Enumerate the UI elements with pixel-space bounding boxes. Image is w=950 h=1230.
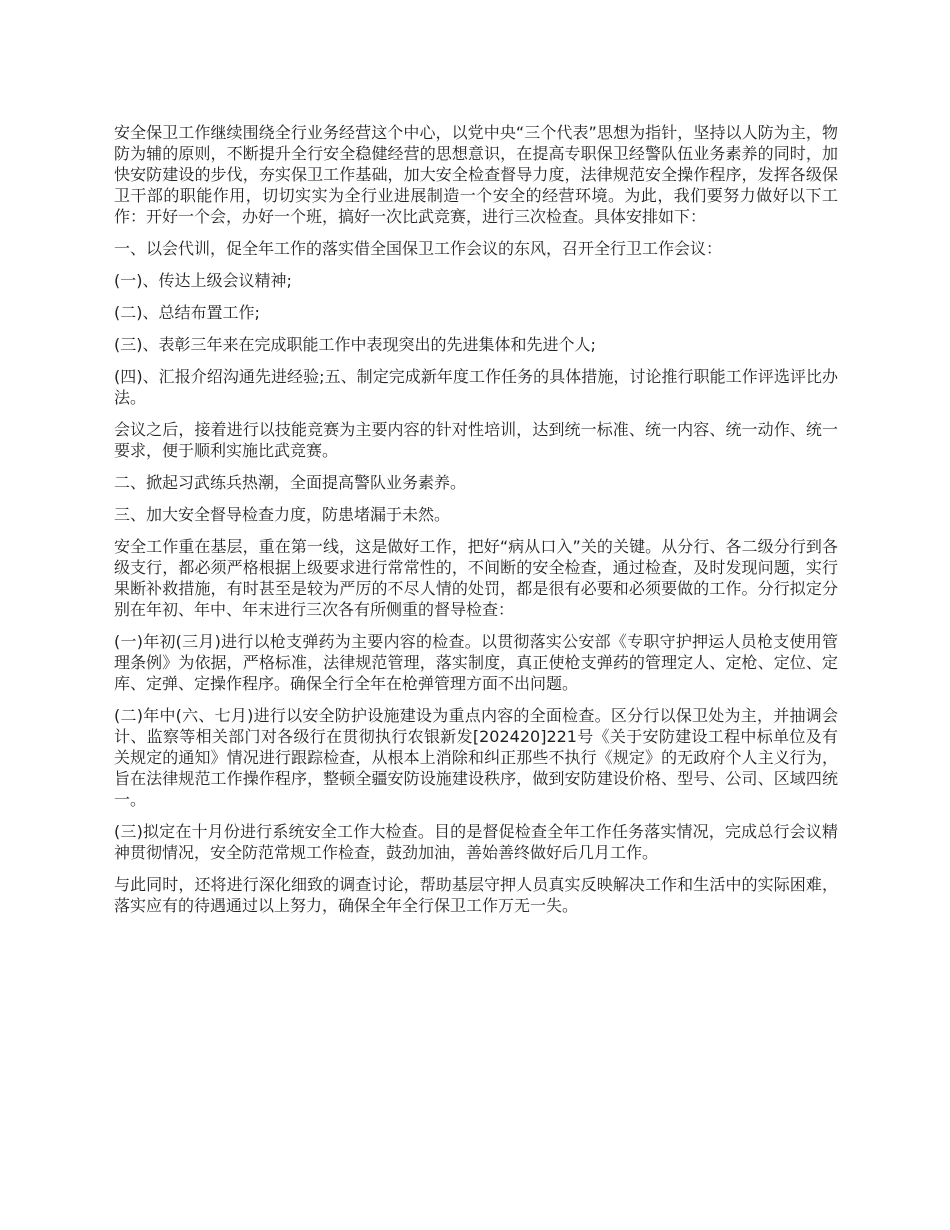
paragraph-section-2: 二、掀起习武练兵热潮，全面提高警队业务素养。 <box>114 473 467 492</box>
paragraph-section-3: 三、加大安全督导检查力度，防患堵漏于未然。 <box>114 505 451 524</box>
paragraph-item-2: (二)、总结布置工作; <box>114 303 260 322</box>
paragraph-inspection-3: (三)拟定在十月份进行系统安全工作大检查。目的是督促检查全年工作任务落实情况，完成总行会议精神贯彻情况，安全防范常规工作检查，鼓劲加油，善始善终做好后几月工作。 <box>114 822 838 862</box>
paragraph-inspection-2: (二)年中(六、七月)进行以安全防护设施建设为重点内容的全面检查。区分行以保卫处为主，并抽调会计、监察等相关部门对各级行在贯彻执行农银新发[202420]221号《关于安防建设工程中标单位及有关规定的通知》情况进行跟踪检查，从根本上消除和纠正那些不执行《规定》的无政府个人主义行为，旨在法律规范工作操作程序，整顿全疆安防设施建设秩序，做到安防建设价格、型号、公司、区域四统一。 <box>114 706 838 809</box>
paragraph-item-4: (四)、汇报介绍沟通先进经验;五、制定完成新年度工作任务的具体措施，讨论推行职能工作评选评比办法。 <box>114 367 838 407</box>
paragraph-closing: 与此同时，还将进行深化细致的调查讨论，帮助基层守押人员真实反映解决工作和生活中的实际困难，落实应有的待遇通过以上努力，确保全年全行保卫工作万无一失。 <box>114 875 838 915</box>
paragraph-section-1: 一、以会代训，促全年工作的落实借全国保卫工作会议的东风，召开全行卫工作会议： <box>114 239 723 258</box>
paragraph-intro: 安全保卫工作继续围绕全行业务经营这个中心，以党中央“三个代表”思想为指针，坚持以人防为主，物防为辅的原则，不断提升全行安全稳健经营的思想意识，在提高专职保卫经警队伍业务素养的同时，加快安防建设的步伐，夯实保卫工作基础，加大安全检查督导力度，法律规范安全操作程序，发挥各级保卫干部的职能作用，切切实实为全行业进展制造一个安全的经营环境。为此，我们要努力做好以下工作：开好一个会，办好一个班，搞好一次比武竞赛，进行三次检查。具体安排如下： <box>114 123 838 226</box>
paragraph-training: 会议之后，接着进行以技能竞赛为主要内容的针对性培训，达到统一标准、统一内容、统一动作、统一要求，便于顺利实施比武竞赛。 <box>114 420 838 460</box>
paragraph-inspection: 安全工作重在基层，重在第一线，这是做好工作，把好“病从口入”关的关键。从分行、各二级分行到各级支行，都必须严格根据上级要求进行常常性的，不间断的安全检查，通过检查，及时发现问题，实行果断补救措施，有时甚至是较为严厉的不尽人情的处罚，都是很有必要和必须要做的工作。分行拟定分别在年初、年中、年末进行三次各有所侧重的督导检查： <box>114 537 838 619</box>
paragraph-item-1: (一)、传达上级会议精神; <box>114 271 292 290</box>
paragraph-item-3: (三)、表彰三年来在完成职能工作中表现突出的先进集体和先进个人; <box>114 335 596 354</box>
paragraph-inspection-1: (一)年初(三月)进行以枪支弹药为主要内容的检查。以贯彻落实公安部《专职守护押运人员枪支使用管理条例》为依据，严格标准，法律规范管理，落实制度，真正使枪支弹药的管理定人、定枪、定位、定库、定弹、定操作程序。确保全行全年在枪弹管理方面不出问题。 <box>114 632 838 693</box>
document-body <box>114 122 838 927</box>
